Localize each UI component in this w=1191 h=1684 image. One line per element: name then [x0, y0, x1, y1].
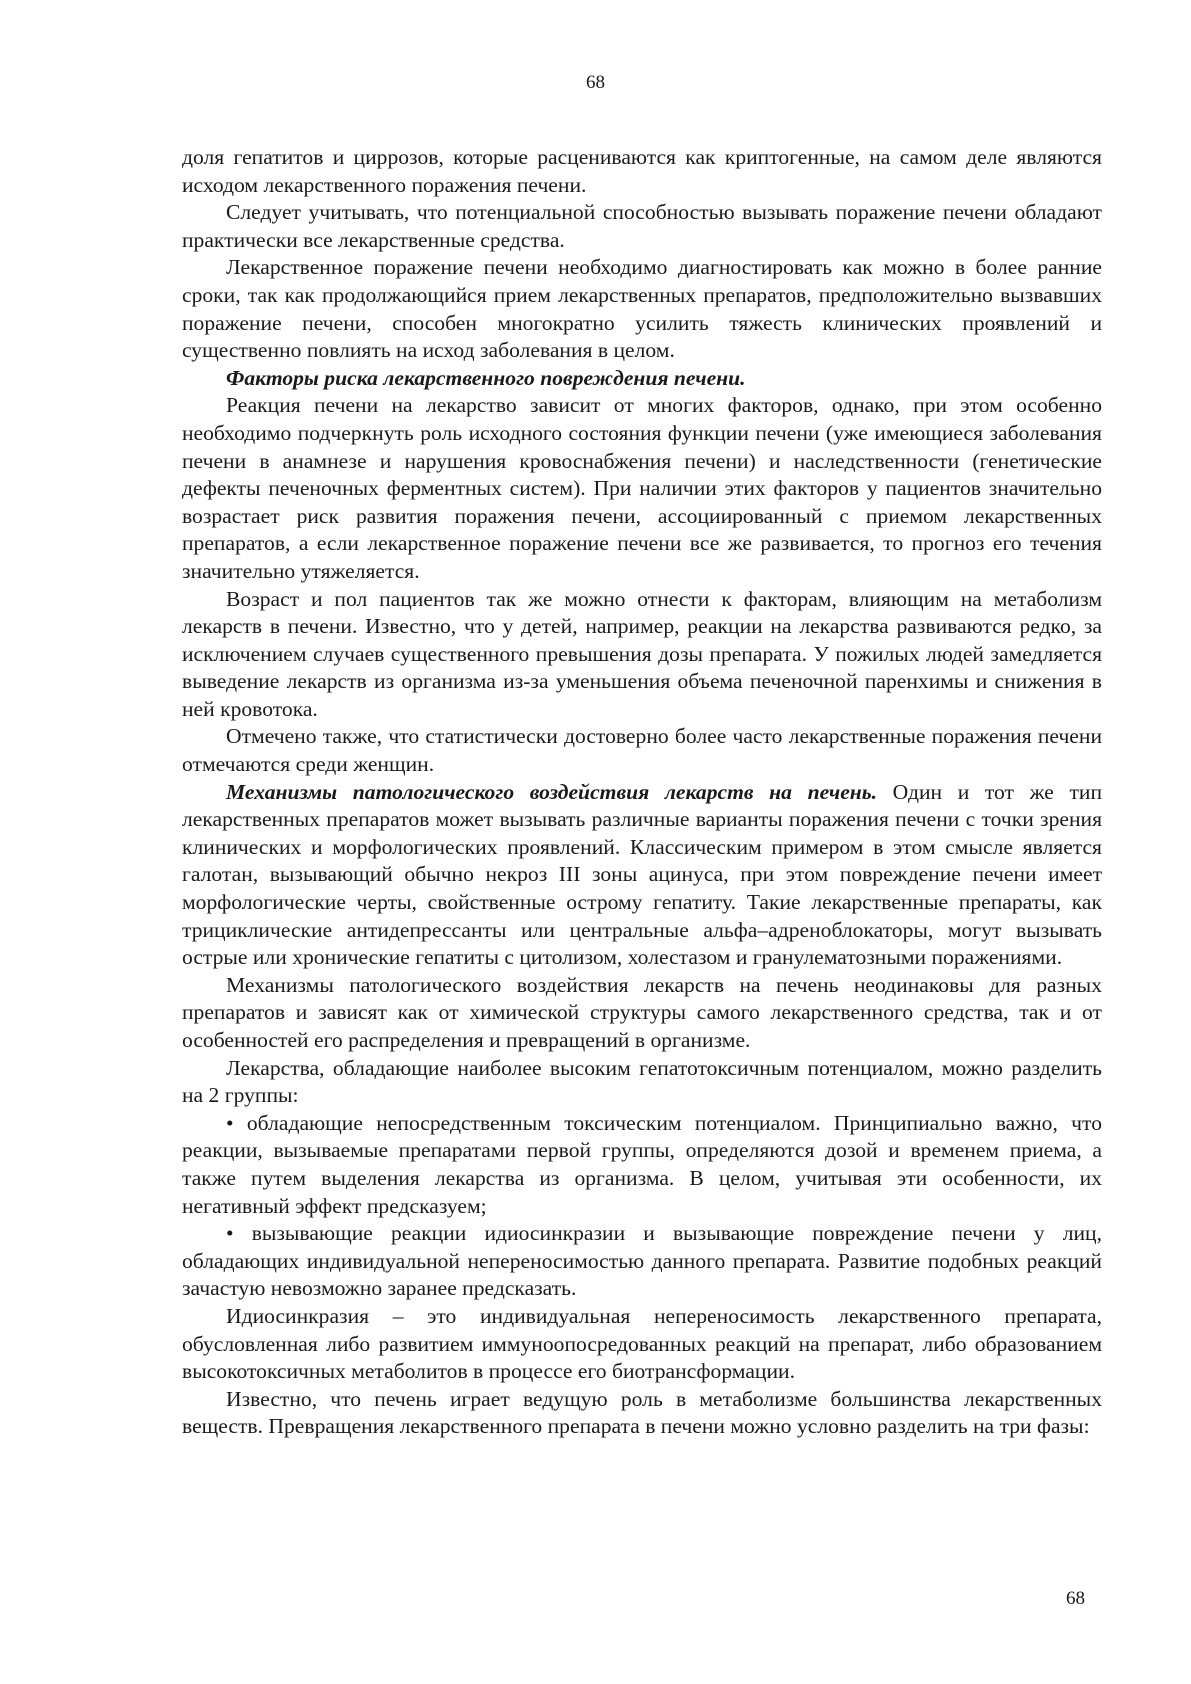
paragraph: Лекарственное поражение печени необходимо диагностировать как можно в более ранние сроки, так как продолжающийся прием лекарственных препаратов, предположительно вызвавших поражение печени, способен многократно усилить тяжесть клинических проявлений и существенно повлиять на исход заболевания в целом.	[182, 255, 1102, 363]
paragraph-with-heading	[182, 779, 1102, 972]
inline-heading: Механизмы патологического воздействия лекарств на печень.	[226, 779, 878, 804]
page-number-top: 68	[586, 72, 605, 93]
paragraph: Известно, что печень играет ведущую роль в метаболизме большинства лекарственных веществ. Превращения лекарственного препарата в печени можно условно разделить на три фазы:	[182, 1386, 1102, 1439]
paragraph: Отмечено также, что статистически достоверно более часто лекарственные поражения печени отмечаются среди женщин.	[182, 724, 1102, 777]
paragraph: доля гепатитов и циррозов, которые расцениваются как криптогенные, на самом деле являются исходом лекарственного поражения печени.	[182, 145, 1102, 197]
paragraph: Идиосинкразия – это индивидуальная непереносимость лекарственного препарата, обусловленная либо развитием иммуноопосредованных реакций на препарат, либо образованием высокотоксичных метаболитов в процессе его биотрансформации.	[182, 1303, 1102, 1384]
paragraph: Следует учитывать, что потенциальной способностью вызывать поражение печени обладают практически все лекарственные средства.	[182, 200, 1102, 252]
section-heading	[182, 365, 1102, 393]
paragraph: Механизмы патологического воздействия лекарств на печень неодинаковы для разных препаратов и зависят как от химической структуры самого лекарственного средства, так и от особенностей его распределения и превращений в организме.	[182, 972, 1102, 1052]
page-number-bottom: 68	[1066, 1588, 1085, 1609]
bullet-item: • обладающие непосредственным токсическим потенциалом. Принципиально важно, что реакции, вызываемые препаратами первой группы, определяются дозой и временем приема, а также путем выделения лекарства из организма. В целом, учитывая эти особенности, их негативный эффект предсказуем;	[182, 1110, 1102, 1218]
paragraph: Реакция печени на лекарство зависит от многих факторов, однако, при этом особенно необходимо подчеркнуть роль исходного состояния функции печени (уже имеющиеся заболевания печени в анамнезе и нарушения кровоснабжения печени) и наследственности (генетические дефекты печеночных ферментных систем). При наличии этих факторов у пациентов значительно возрастает риск развития поражения печени, ассоциированный с приемом лекарственных препаратов, а если лекарственное поражение печени все же развивается, то прогноз его течения значительно утяжеляется.	[182, 393, 1102, 583]
paragraph-text: Один и тот же тип лекарственных препаратов может вызывать различные варианты поражения печени с точки зрения клинических и морфологических проявлений. Классическим примером в этом смысле является галотан, вызывающий обычно некроз III зоны ацинуса, при этом повреждение печени имеет морфологические черты, свойственные острому гепатиту. Такие лекарственные препараты, как трициклические антидепрессанты или центральные альфа–адреноблокаторы, могут вызывать острые или хронические гепатиты с цитолизом, холестазом и гранулематозными поражениями.	[182, 779, 1102, 970]
bullet-item: • вызывающие реакции идиосинкразии и вызывающие повреждение печени у лиц, обладающих индивидуальной непереносимостью данного препарата. Развитие подобных реакций зачастую невозможно заранее предсказать.	[182, 1221, 1102, 1301]
document-body	[182, 144, 1102, 1441]
paragraph: Возраст и пол пациентов так же можно отнести к факторам, влияющим на метаболизм лекарств в печени. Известно, что у детей, например, реакции на лекарства развиваются редко, за исключением случаев существенного превышения дозы препарата. У пожилых людей замедляется выведение лекарств из организма из-за уменьшения объема печеночной паренхимы и снижения в ней кровотока.	[182, 586, 1102, 721]
section-heading-text: Факторы риска лекарственного повреждения печени.	[226, 365, 746, 390]
paragraph: Лекарства, обладающие наиболее высоким гепатотоксичным потенциалом, можно разделить на 2 группы:	[182, 1055, 1102, 1108]
